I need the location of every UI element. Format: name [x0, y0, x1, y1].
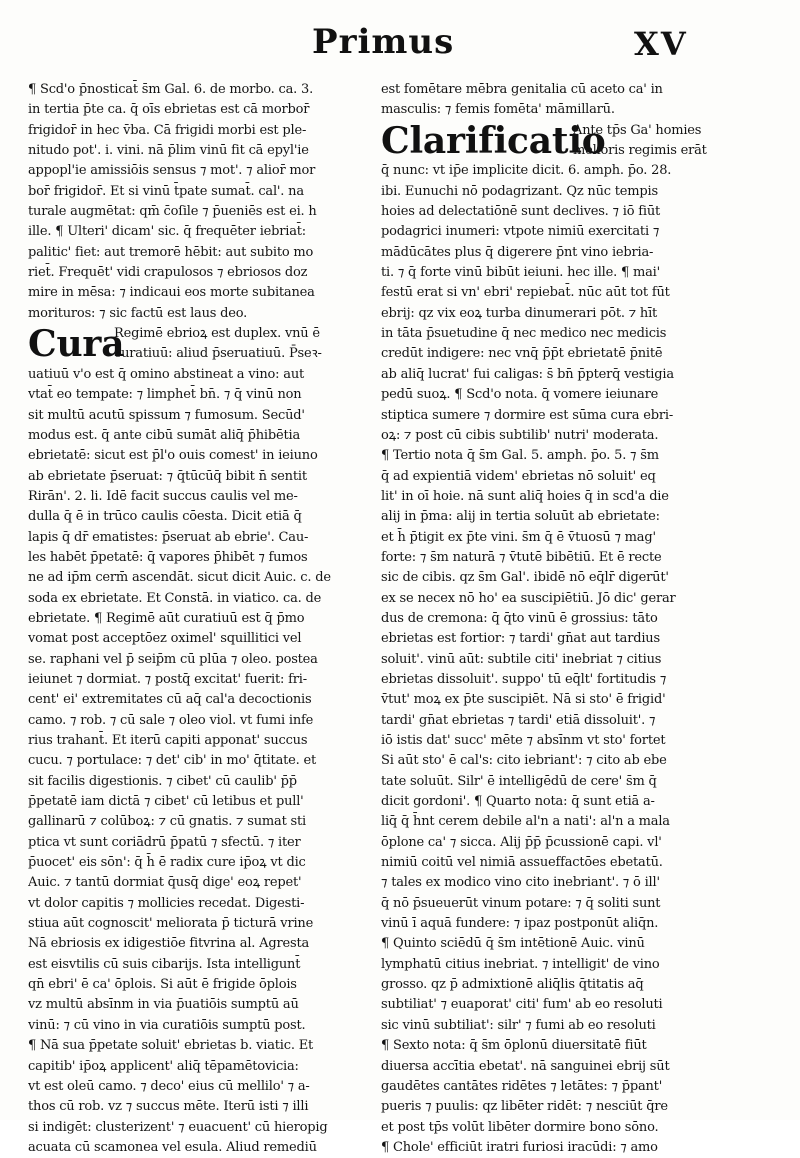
text-line: credūt indigere: nec vnq̄ p̄p̄t ebrietatē p̄nitē	[381, 346, 663, 362]
text-line: stiptica sumere ⁊ dormire est sūma cura ebri-	[381, 407, 674, 423]
text-line: est eisvtilis cū suis cibarijs. Ista intelligunt̄	[28, 956, 301, 972]
text-line: sit multū acutū spissum ⁊ fumosum. Secūd'	[28, 407, 305, 423]
text-line: vt est oleū camo. ⁊ deco' eius cū mellilo' ⁊ a-	[28, 1078, 310, 1094]
text-line: uatiuū v'o est q̄ omino abstineat a vino: aut	[28, 366, 305, 382]
text-line: dulla q̄ ē in trūco caulis cōesta. Dicit etiā q̄	[28, 509, 302, 525]
section-initial: Clarificatio	[381, 120, 606, 162]
text-line: nimiū coitū vel nimiā assueffactōes ebetatū.	[381, 855, 663, 871]
text-line: ibi. Eunuchi nō podagrizant. Qz nūc tempis	[381, 183, 658, 199]
text-line: nitudo pot'. i. vini. nā p̄lim vinū fit cā epyl'ie	[28, 143, 309, 159]
text-line: camo. ⁊ rob. ⁊ cū sale ⁊ oleo viol. vt fumi infe	[28, 712, 314, 728]
text-line: in tertia p̄te ca. q̄ oīs ebrietas est cā morbor̄	[28, 102, 310, 118]
text-line: vt dolor capitis ⁊ mollicies recedat. Digesti-	[28, 895, 305, 911]
text-line: si indigēt: clusterizent' ⁊ euacuent' cū hieropig	[28, 1119, 328, 1135]
text-line: tate soluūt. Silr' ē intelligēdū de cere' s̄m q̄	[381, 773, 657, 789]
text-line: thos cū rob. vz ⁊ succus mēte. Iterū isti ⁊ illi	[28, 1099, 309, 1115]
text-line: in tāta p̄suetudine q̄ nec medico nec medicis	[381, 326, 667, 342]
text-line: ¶ Sexto nota: q̄ s̄m ōplonū diuersitatē fiūt	[381, 1038, 647, 1054]
text-line: ab ebrietate p̄seruat: ⁊ q̄tūcūq̄ bibit n̄ sentit	[28, 468, 307, 484]
text-line: diuersa accītia ebetat'. nā sanguinei ebrij sūt	[381, 1058, 670, 1074]
left-column	[28, 80, 366, 1158]
text-line: appopl'ie amissiōis sensus ⁊ mot'. ⁊ alior̄ mor	[28, 163, 316, 179]
text-line: liq̄ q̄ h̄nt cerem debile al'n a nati': al'n a mala	[381, 814, 670, 830]
text-line: podagrici inumeri: vtpote nimiū exercitati ⁊	[381, 224, 660, 240]
section-initial: Cura	[28, 324, 125, 365]
text-line: hoies ad delectatiōnē sunt declives. ⁊ iō fiūt	[381, 204, 661, 220]
text-line: rius trahant̄. Et iterū capiti apponat' succus	[28, 733, 308, 748]
text-line: ¶ Tertio nota q̄ s̄m Gal. 5. amph. p̄o. 5. ⁊ s̄m	[381, 448, 659, 464]
text-line: capitib' ip̄oꝝ applicent' aliq̄ tēpamētovicia:	[28, 1058, 299, 1074]
text-line: ptica vt sunt coriādrū p̄patū ⁊ sfectū. ⁊ iter	[28, 834, 301, 850]
text-line: ebrietas dissoluit'. suppo' tū eq̄lt' fortitudis ⁊	[381, 671, 667, 687]
folio-number: XV	[634, 25, 688, 63]
text-line: soda ex ebrietate. Et Constā. in viatico. ca. de	[28, 590, 322, 606]
text-line: tardi' gn̄at ebrietas ⁊ tardi' etiā dissoluit'. ⁊	[381, 712, 656, 728]
text-line: cent' ei' extremitates cū aq̄ cal'a decoctionis	[28, 692, 312, 708]
text-line: masculis: ⁊ femis fomēta' māmillarū.	[381, 102, 615, 118]
text-line: ebrietate. ¶ Regimē aūt curatiuū est q̄ p̄mo	[28, 610, 305, 626]
text-line: bor̄ frigidor̄. Et si vinū t̄pate sumat̄. cal'. na	[28, 183, 304, 199]
running-title: Primus	[312, 22, 455, 62]
text-line: Rirān'. 2. li. Idē facit succus caulis vel me-	[28, 488, 298, 504]
text-line: curatiuū: aliud p̄seruatiuū. P̄seꝛ-	[114, 346, 322, 362]
text-line: ti. ⁊ q̄ forte vinū bibūt ieiuni. hec ille. ¶ mai'	[381, 265, 661, 281]
text-line: soluit'. vinū aūt: subtile citi' inebriat ⁊ citius	[381, 651, 662, 667]
text-line: ab aliq̄ lucrat' fui caligas: s̄ bn̄ p̄pterq̄ vestigia	[381, 366, 674, 382]
text-line: mādūcātes plus q̄ digerere p̄nt vino iebria-	[381, 244, 654, 260]
text-line: ¶ Nā sua p̄petate soluit' ebrietas b. viatic. Et	[28, 1038, 314, 1054]
text-line: Si aūt sto' ē cal's: cito iebriant': ⁊ cito ab ebe	[381, 753, 667, 769]
text-line: q̄ nunc: vt ip̄e implicite dicit. 6. amph. p̄o. 28.	[381, 163, 672, 179]
text-line: stiua aūt cognoscit' meliorata p̄ ticturā vrine	[28, 916, 314, 932]
text-line: ōplone ca' ⁊ sicca. Alij p̄p̄ p̄cussionē capi. vl'	[381, 834, 662, 850]
text-line: oꝝ: ⁊ post cū cibis subtilib' nutri' moderata.	[381, 427, 659, 443]
text-line: Auic. ⁊ tantū dormiat q̄usq̄ dige' eoꝝ repet'	[28, 875, 302, 891]
section-heading	[28, 324, 366, 365]
text-line: palitic' fiet: aut tremorē hēbit: aut subito mo	[28, 244, 314, 260]
text-line: Nā ebriosis ex idigestiōe fitvrina al. Agresta	[28, 936, 310, 952]
text-line: ille. ¶ Ulteri' dicam' sic. q̄ frequēter iebriat̄:	[28, 224, 306, 240]
text-line: alij in p̄ma: alij in tertia soluūt ab ebrietate:	[381, 509, 660, 525]
text-line: q̄ nō p̄sueuerūt vinum potare: ⁊ q̄ soliti sunt	[381, 895, 661, 911]
text-line: et h̄ p̄tigit ex p̄te vini. s̄m q̄ ē v̄tuosū ⁊ mag'	[381, 529, 656, 545]
text-line: v̄tut' moꝝ ex p̄te suscipiēt. Nā si sto' ē frigid'	[381, 692, 666, 708]
text-line: riet̄. Frequēt' vidi crapulosos ⁊ ebriosos doz	[28, 265, 308, 281]
text-line: dicit gordoni'. ¶ Quarto nota: q̄ sunt etiā a-	[381, 794, 655, 810]
text-line: ¶ Scd'o p̄nosticat̄ s̄m Gal. 6. de morbo. ca. 3.	[28, 82, 314, 97]
text-line: ⁊ tales ex modico vino cito inebriant'. ⁊ ō ill'	[381, 875, 660, 891]
text-line: forte: ⁊ s̄m naturā ⁊ v̄tutē bibētiū. Et ē recte	[381, 549, 662, 565]
text-line: Regimē ebrioꝝ est duplex. vnū ē	[114, 326, 320, 342]
text-line: gaudētes cantātes ridētes ⁊ letātes: ⁊ p̄pant'	[381, 1078, 663, 1094]
text-line: festū erat si vn' ebri' repiebat̄. nūc aūt tot fūt	[381, 285, 670, 301]
text-line: ebrij: qz vix eoꝝ turba dinumerari pōt. ⁊ hīt	[381, 305, 658, 321]
text-line: ieiunet ⁊ dormiat. ⁊ postq̄ excitat' fuerit: fri-	[28, 671, 307, 687]
text-line: sic vinū subtiliat': silr' ⁊ fumi ab eo resoluti	[381, 1017, 656, 1033]
text-line: modus est. q̄ ante cibū sumāt aliq̄ p̄hibētia	[28, 427, 300, 443]
text-line: q̄ ad expientiā videm' ebrietas nō soluit' eq	[381, 468, 656, 484]
text-line: grosso. qz p̄ admixtionē aliq̄lis q̄titatis aq̄	[381, 977, 644, 993]
heading-side-text	[573, 121, 717, 162]
text-line: ebrietas est fortior: ⁊ tardi' gn̄at aut tardius	[381, 631, 660, 647]
text-line: se. raphani vel p̄ seip̄m cū plūa ⁊ oleo. postea	[28, 651, 318, 667]
text-line: qn̄ ebri' ē ca' ōplois. Si aūt ē frigide ōplois	[28, 977, 297, 993]
text-line: melioris regimis erāt	[573, 143, 707, 159]
text-line: ¶ Chole' efficiūt iratri furiosi iracūdi: ⁊ amo	[381, 1139, 658, 1155]
text-line: pueris ⁊ puulis: qz libēter ridēt: ⁊ nesciūt q̄re	[381, 1099, 668, 1115]
text-line: lit' in oī hoie. nā sunt aliq̄ hoies q̄ in scd'a die	[381, 488, 669, 504]
text-line: les habēt p̄petatē: q̄ vapores p̄hibēt ⁊ fumos	[28, 549, 308, 565]
text-line: est fomētare mēbra genitalia cū aceto ca' in	[381, 82, 663, 97]
text-line: iō istis dat' succ' mēte ⁊ absīnm vt sto' fortet	[381, 733, 666, 748]
text-line: p̄uocet' eis sōn': q̄ h̄ ē radix cure ip̄oꝝ vt dic	[28, 855, 306, 871]
text-line: lymphatū citius inebriat. ⁊ intelligit' de vino	[381, 956, 660, 972]
text-line: dus de cremona: q̄ q̄to vinū ē grossius: tāto	[381, 610, 658, 626]
heading-side-text	[114, 324, 366, 365]
text-line: vinū: ⁊ cū vino in via curatiōis sumptū post.	[28, 1017, 306, 1033]
text-line: mire in mēsa: ⁊ indicaui eos morte subitanea	[28, 285, 315, 301]
text-line: frigidor̄ in hec v̄ba. Cā frigidi morbi est ple-	[28, 122, 307, 138]
section-heading	[381, 121, 717, 162]
text-line: subtiliat' ⁊ euaporat' citi' fum' ab eo resoluti	[381, 997, 663, 1013]
text-line: sic de cibis. qz s̄m Gal'. ibidē nō eq̄lr̄ digerūt'	[381, 570, 669, 586]
text-line: cucu. ⁊ portulace: ⁊ det' cib' in mo' q̄titate. et	[28, 753, 317, 769]
text-line: ex se necex nō ho' ea suscipiētiū. Jō dic' gerar	[381, 590, 676, 606]
text-line: pedū suoꝝ. ¶ Scd'o nota. q̄ vomere ieiunare	[381, 387, 659, 403]
text-line: vtat̄ eo tempate: ⁊ limphet̄ bn̄. ⁊ q̄ vinū non	[28, 387, 302, 403]
text-line: ne ad ip̄m cerm̄ ascendāt. sicut dicit Auic. c. de	[28, 570, 331, 586]
right-column	[381, 80, 717, 1158]
text-line: sit facilis digestionis. ⁊ cibet' cū caulib' p̄p̄	[28, 773, 297, 789]
text-line: ¶ Quinto sciēdū q̄ s̄m intētionē Auic. vinū	[381, 936, 645, 952]
text-line: Ante tp̄s Ga' homies	[573, 122, 702, 138]
text-line: vinū ī aquā fundere: ⁊ ipaz postponūt aliq̄n.	[381, 916, 659, 932]
text-line: gallinarū ⁊ colūboꝝ: ⁊ cū gnatis. ⁊ sumat sti	[28, 814, 306, 830]
text-line: acuata cū scamonea vel esula. Aliud remediū	[28, 1139, 317, 1155]
text-line: lapis q̄ dr̄ ematistes: p̄seruat ab ebrie'. Cau-	[28, 529, 309, 545]
text-line: vz multū absīnm in via p̄uatiōis sumptū aū	[28, 997, 299, 1013]
text-line: turale augmētat: qm̄ c̄oſile ⁊ p̄ueniēs est ei. h	[28, 204, 317, 220]
text-line: vomat post acceptōez oximel' squillitici vel	[28, 631, 302, 647]
text-line: et post tp̄s volūt libēter dormire bono sōno.	[381, 1119, 659, 1135]
text-line: p̄petatē iam dictā ⁊ cibet' cū letibus et pull'	[28, 794, 304, 810]
text-line: ebrietatē: sicut est p̄l'o ouis comest' in ieiuno	[28, 448, 318, 464]
text-line: morituros: ⁊ sic factū est laus deo.	[28, 305, 248, 321]
